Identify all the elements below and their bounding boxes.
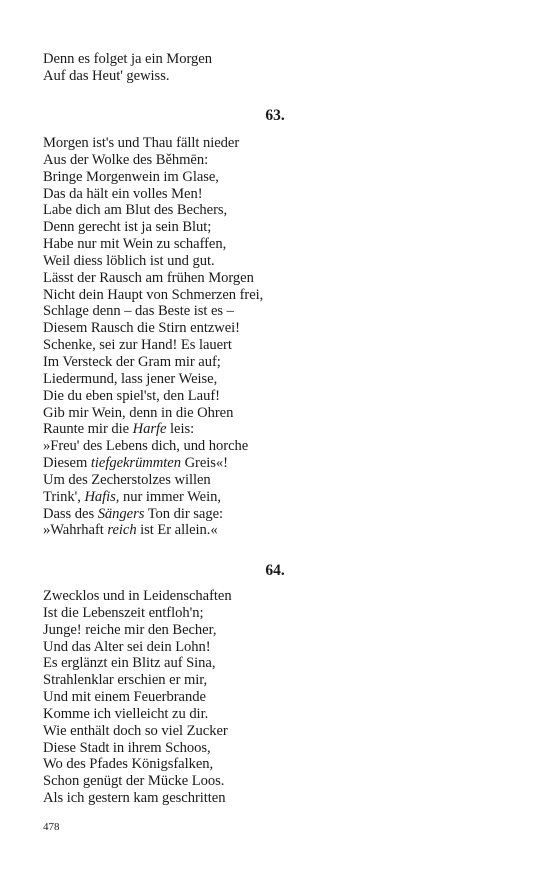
verse-line: Junge! reiche mir den Becher, [43,621,217,638]
italic-word: Sängers [97,505,145,522]
verse-line: Zwecklos und in Leidenschaften [43,588,232,604]
verse-line: Wie enthält doch so viel Zucker [43,722,228,739]
verse-line: Diesem Rausch die Stirn entzwei! [43,320,240,337]
verse-line: Aus der Wolke des Běhmēn: [43,151,209,168]
verse-line: Lässt der Rausch am frühen Morgen [43,269,254,286]
verse-line: Weil diess löblich ist und gut. [43,252,215,269]
verse-line: Schenke, sei zur Hand! Es lauert [43,337,232,354]
page-number: 478 [43,821,60,833]
verse-line: »Freu' des Lebens dich, und horche [43,438,249,455]
text-span: Dass des [43,505,98,522]
text-span: Trink', [43,488,85,505]
text-span: ist Er allein.« [136,522,218,539]
verse-line: Gib mir Wein, denn in die Ohren [43,404,234,421]
poem-63-text [43,135,530,539]
verse-line: Als ich gestern kam geschritten [43,790,226,807]
verse-line: Habe nur mit Wein zu schaffen, [43,236,227,253]
verse-line: Ist die Lebenszeit entfloh'n; [43,604,204,621]
text-span: Diesem [43,455,91,472]
italic-word: tiefgekrümmten [90,455,181,472]
text-span: Greis«! [180,455,228,472]
text-span: Raunte mir die [43,421,133,438]
text-span: »Wahrhaft [43,522,108,539]
verse-line: Denn es folget ja ein Morgen [43,51,212,67]
verse-line [43,421,530,438]
verse-line: Liedermund, lass jener Weise, [43,370,218,387]
verse-line: Komme ich vielleicht zu dir. [43,705,209,722]
verse-line: Wo des Pfades Königsfalken, [43,756,214,773]
verse-line [43,489,530,506]
verse-line: Schlage denn – das Beste ist es – [43,303,234,320]
verse-line: Es erglänzt ein Blitz auf Sina, [43,655,216,672]
verse-line: Das da hält ein volles Men! [43,185,203,202]
poem-64-text [43,588,530,807]
verse-line [43,506,530,523]
verse-line: Bringe Morgenwein im Glase, [43,168,219,185]
text-span: Ton dir sage: [144,505,224,522]
verse-line: Die du eben spiel'st, den Lauf! [43,387,220,404]
verse-line: Labe dich am Blut des Bechers, [43,202,228,219]
text-span: nur immer Wein, [119,488,221,505]
verse-line: Und das Alter sei dein Lohn! [43,638,211,655]
poem-number-63: 63. [265,107,285,124]
verse-line: Auf das Heut' gewiss. [43,67,170,84]
verse-line: Um des Zecherstolzes willen [43,471,211,488]
verse-line: Im Versteck der Gram mir auf; [43,353,221,370]
verse-line: Denn gerecht ist ja sein Blut; [43,219,212,236]
poem-number-64: 64. [265,562,285,579]
verse-line: Nicht dein Haupt von Schmerzen frei, [43,286,264,303]
text-span: leis: [166,421,195,438]
verse-line: Schon genügt der Mücke Loos. [43,773,225,790]
italic-word: Hafis, [84,488,120,505]
intro-stanza [43,51,530,85]
verse-line: Morgen ist's und Thau fällt nieder [43,135,240,151]
verse-line: Und mit einem Feuerbrande [43,689,206,706]
verse-line [43,522,530,539]
verse-line: Diese Stadt in ihrem Schoos, [43,739,211,756]
italic-word: reich [107,522,137,539]
verse-line: Strahlenklar erschien er mir, [43,672,208,689]
verse-line [43,455,530,472]
italic-word: Harfe [132,421,167,438]
